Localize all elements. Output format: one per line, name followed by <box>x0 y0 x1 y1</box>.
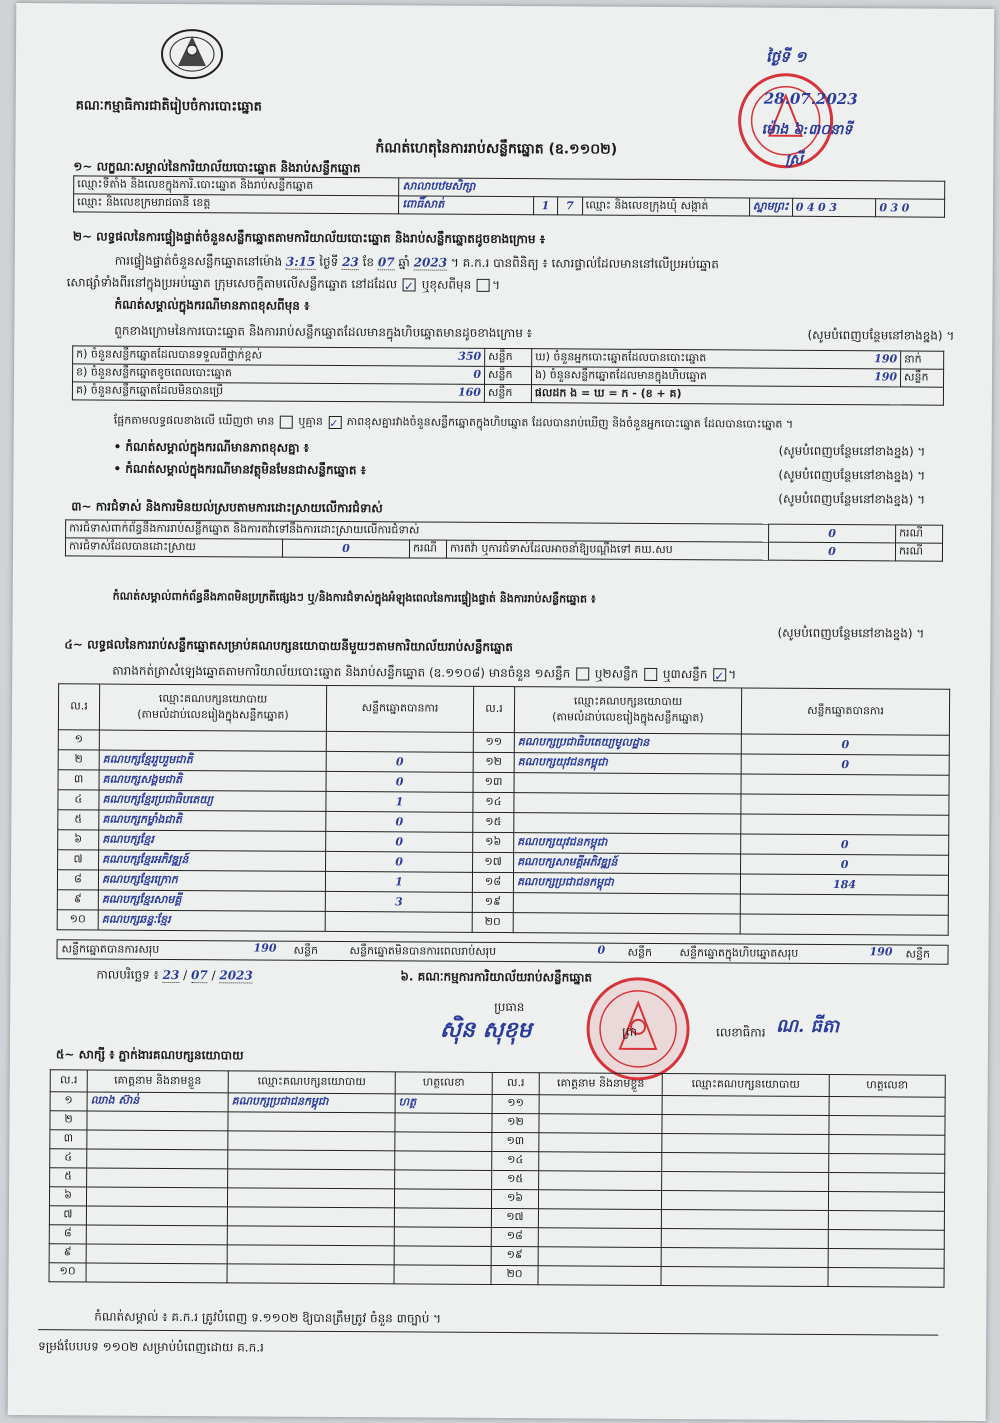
witness-party <box>227 1226 394 1246</box>
result-no: ១២ <box>473 752 514 772</box>
witness-sign <box>394 1265 491 1285</box>
col-votes-right: សន្លឹកឆ្នោតបានការ <box>741 688 949 735</box>
witness-col-party-right: ឈ្មោះគណបក្សនយោបាយ <box>662 1073 829 1096</box>
witness-no: ៥ <box>50 1168 87 1187</box>
witness-name <box>539 1152 662 1172</box>
col-no-right: ល.រ <box>473 686 514 732</box>
witness-no: ១៣ <box>492 1132 539 1151</box>
result-votes: 1 <box>326 791 473 812</box>
result-votes: 184 <box>740 874 948 895</box>
result-no: ១៥ <box>473 812 514 832</box>
appeal-label: ការតវ៉ា ឬការជំទាស់ដែលអាចនាំឱ្យបណ្តឹងទៅ គឃ.សប <box>446 540 768 560</box>
result-party <box>514 813 741 834</box>
result-votes <box>326 731 473 752</box>
result-party <box>514 773 741 794</box>
row-kh: ខ) ចំនួនសន្លឹកឆ្នោតខូចពេលបោះឆ្នោត 0 <box>73 364 485 385</box>
witness-sign <box>394 1189 491 1209</box>
result-votes <box>740 914 948 935</box>
witness-party <box>228 1131 395 1151</box>
result-party: គណបក្សខ្មែររួបរួមជាតិ <box>99 750 326 771</box>
location-value: សាលាបឋមសិក្សា <box>399 178 945 199</box>
footnote: កំណត់សម្គាល់ ៖ គ.ក.រ ត្រូវបំពេញ ទ.១១០២ ឱ្យបានត្រឹមត្រូវ ចំនួន ៣ច្បាប់ ។ <box>94 1309 442 1326</box>
witness-name <box>538 1266 661 1286</box>
result-votes: 1 <box>325 871 472 892</box>
witness-col-name-right: គោត្តនាម និងនាមខ្លួន <box>539 1073 662 1096</box>
witness-party <box>228 1150 395 1170</box>
total-valid: 190 <box>253 941 277 955</box>
witness-sign <box>395 1113 492 1133</box>
witness-sign <box>829 1116 945 1136</box>
total-box-unit: សន្លឹក <box>905 947 931 961</box>
result-votes: 0 <box>741 854 949 875</box>
witness-no: ៤ <box>50 1149 87 1168</box>
chair-signature: ស៊ិន សុខុម <box>439 1016 532 1044</box>
emblem-icon <box>156 22 228 82</box>
resolved-unit: ករណី <box>409 540 446 558</box>
footer-divider <box>38 1329 938 1335</box>
result-party: គណបក្សខ្មែរសាមគ្គី <box>98 890 325 911</box>
witness-party <box>661 1247 828 1267</box>
result-no: ៦ <box>58 830 99 850</box>
note-difference: • កំណត់សម្គាល់ក្នុងករណីមានភាពខុសគ្នា ៖ <box>113 439 309 455</box>
witness-name <box>87 1130 228 1150</box>
commune-code: 0 4 0 3 <box>792 198 876 217</box>
province-label: ឈ្មោះ និងលេខក្រមរាជធានី ខេត្ត <box>74 194 399 214</box>
total-valid-label: សន្លឹកឆ្នោតបានការសរុប <box>61 942 160 956</box>
witness-sign <box>829 1173 945 1193</box>
witness-no: ១៥ <box>492 1170 539 1189</box>
section5-heading: ៥~ សាក្សី ៖ ភ្នាក់ងារគណបក្សនយោបាយ <box>55 1047 244 1063</box>
witness-name <box>86 1244 227 1264</box>
result-no: ១៩ <box>472 892 513 912</box>
witness-party <box>662 1095 829 1115</box>
witness-no: ៧ <box>49 1206 86 1225</box>
witness-party <box>227 1188 394 1208</box>
summary-intro: ពួកខាងក្រោមនៃការបោះឆ្នោត និងការរាប់សន្លឹកឆ្នោតដែលមានក្នុងហិបឆ្នោតមានដូចខាងក្រោម ៖ (សូមបំពេញបន្ថែមនៅខាងខ្នង) ។ <box>114 323 955 343</box>
witness-name <box>539 1171 662 1191</box>
commune-value: ស្នាមព្រះ <box>749 198 792 216</box>
section1-table <box>73 175 945 217</box>
witness-no: ១៧ <box>491 1208 538 1227</box>
location-label: ឈ្មោះទីតាំង និងលេខក្នុងការិ.បោះឆ្នោត និងរាប់សន្លឹកឆ្នោត <box>74 176 399 196</box>
section2-heading: ២~ លទ្ធផលនៃការផ្ទៀងផ្ទាត់ចំនួនសន្លឹកឆ្នោតតាមការិយាល័យបោះឆ្នោត និងរាប់សន្លឹកឆ្នោតដូចខាងក្រោម ៖ <box>72 229 546 247</box>
witness-no: ៨ <box>49 1225 86 1244</box>
objection-total: 0 <box>769 524 896 543</box>
count-table <box>72 345 944 405</box>
unit-k: សន្លឹក <box>485 348 532 366</box>
province-value: ពោធិ៍សាត់ <box>399 196 534 215</box>
witness-sign <box>829 1154 945 1174</box>
witness-party <box>662 1114 829 1134</box>
result-no: ១៨ <box>472 872 513 892</box>
checkbox-empty-icon[interactable] <box>576 667 589 680</box>
witness-sign: ហត្ថ <box>395 1094 492 1114</box>
checkbox-checked-icon[interactable]: ✓ <box>328 415 341 428</box>
witness-name <box>539 1133 662 1153</box>
witness-sign <box>828 1230 944 1250</box>
seal-label: ត្រា <box>622 1024 638 1039</box>
sheet-count-line: តារាងកត់ត្រាសំឡេងឆ្នោតតាមការិយាល័យបោះឆ្នោត និងរាប់សន្លឹកឆ្នោត (ឧ.១១០៨) មានចំនួន ១សន្លឹក ឬ២សន្លឹក ឬ៣សន្លឹក ✓ ។ <box>112 663 737 684</box>
witness-name <box>87 1111 228 1131</box>
row-ng: ង) ចំនួនសន្លឹកឆ្នោតដែលមានក្នុងហិបឆ្នោត 190 <box>532 367 901 387</box>
witness-party <box>661 1228 828 1248</box>
row-gh: ឃ) ចំនួនអ្នកបោះឆ្នោតដែលបានបោះឆ្នោត 190 <box>532 349 901 369</box>
witness-party <box>228 1169 395 1189</box>
total-invalid-unit: សន្លឹក <box>627 945 653 959</box>
witness-no: ១៩ <box>491 1246 538 1265</box>
witness-party <box>661 1209 828 1229</box>
result-no: ៨ <box>57 870 98 890</box>
witness-no: ៦ <box>49 1187 86 1206</box>
unit-ng: សន្លឹក <box>900 369 943 387</box>
stamp-line1: ថ្ងៃទី ១ <box>765 47 807 66</box>
result-no: ៤ <box>58 790 99 810</box>
stamp-signature: ស្រី <box>785 151 803 168</box>
witness-col-sign-left: ហត្ថលេខា <box>395 1072 492 1095</box>
row-k: ក) ចំនួនសន្លឹកឆ្នោតដែលបានទទួលពីថ្នាក់ខ្ពស់ 350 <box>73 346 485 367</box>
form-title: កំណត់ហេតុនៃការរាប់សន្លឹកឆ្នោត (ឧ.១១០២) <box>375 140 618 158</box>
result-votes: 0 <box>326 831 473 852</box>
result-party <box>513 893 740 914</box>
resolved-label: ការជំទាស់ដែលបានដោះស្រាយ <box>65 538 282 557</box>
witness-no: ៩ <box>49 1244 86 1263</box>
result-party: គណបក្សយុវជនកម្ពុជា <box>514 833 741 854</box>
province-code-1: 1 <box>533 197 558 215</box>
result-no: ១៧ <box>473 852 514 872</box>
witness-sign <box>829 1097 945 1117</box>
result-votes: 0 <box>326 771 473 792</box>
result-no: ១៦ <box>473 832 514 852</box>
witness-no: ៣ <box>50 1130 87 1149</box>
witness-row <box>49 1263 944 1287</box>
total-box-label: សន្លឹកឆ្នោតក្នុងហិបឆ្នោតសរុប <box>679 946 799 960</box>
witness-sign <box>395 1132 492 1152</box>
witness-col-name-left: គោត្តនាម និងនាមខ្លួន <box>87 1070 228 1093</box>
totals-row <box>56 939 948 964</box>
result-no: ១១ <box>473 732 514 752</box>
witness-no: ១ <box>50 1092 87 1111</box>
witness-party <box>661 1266 828 1286</box>
result-no: ២០ <box>472 912 513 932</box>
form-sheet <box>8 3 995 1421</box>
result-votes <box>740 894 948 915</box>
witness-col-sign-right: ហត្ថលេខា <box>829 1075 945 1098</box>
witness-party <box>228 1112 395 1132</box>
seal-check-line: សោផ្សាំទាំងពីរនៅក្នុងប្រអប់ឆ្នោត ក្រុមសេចក្តីតាមលើសន្លឹកឆ្នោត នៅដដែល ✓ ឬខុសពីមុន ។ <box>66 275 501 294</box>
stamp-date: 28.07.2023 <box>763 89 858 109</box>
total-invalid-label: សន្លឹកឆ្នោតមិនបានការពេលរាប់សរុប <box>349 944 497 958</box>
unit-kh: សន្លឹក <box>485 366 532 384</box>
witness-col-no-left: ល.រ <box>50 1070 87 1092</box>
objection-row1: ការជំទាស់ពាក់ព័ន្ធនឹងការរាប់សន្លឹកឆ្នោត និងការតវ៉ាទៅនឹងការដោះស្រាយលើការជំទាស់ <box>66 520 769 542</box>
witness-name <box>538 1209 661 1229</box>
unit-g: សន្លឹក <box>484 384 531 402</box>
result-votes: 0 <box>326 751 473 772</box>
witness-party <box>227 1264 394 1284</box>
col-no-left: ល.រ <box>58 684 99 730</box>
committee6: ៦. គណៈកម្មការការិយាល័យរាប់សន្លឹកឆ្នោត <box>400 969 593 985</box>
compare-line: ផ្អែកតាមលទ្ធផលខាងលើ ឃើញថា មាន ឬគ្មាន ✓ ភាពខុសគ្នារវាងចំនួនសន្លឹកឆ្នោតក្នុងហិបឆ្នោត ដែលបានរាប់ឃើញ និងចំនួនអ្នកបោះឆ្នោត ដែលបានបោះឆ្នោត ។ <box>113 413 794 431</box>
date-line: កាលបរិច្ឆេទ ៖ 23 / 07 / 2023 <box>96 967 253 983</box>
witness-party <box>661 1190 828 1210</box>
unit-gh: នាក់ <box>901 351 944 369</box>
witness-name: ឈាង ស៊ាន់ <box>87 1092 228 1112</box>
formula: ផលដក ង = ឃ = ក - (ខ + គ) <box>531 385 943 406</box>
result-party: គណបក្សកម្លាំងជាតិ <box>99 810 326 831</box>
witness-no: ១០ <box>49 1263 86 1282</box>
secretary-signature: ណ. ធីតា <box>776 1015 840 1038</box>
result-no: ២ <box>58 750 99 770</box>
result-party: គណបក្សសង្គមជាតិ <box>99 770 326 791</box>
total-valid-unit: សន្លឹក <box>293 943 319 957</box>
objection-total-unit: ករណី <box>896 525 943 543</box>
total-invalid: 0 <box>597 943 606 957</box>
witness-no: ២ <box>50 1111 87 1130</box>
section1-heading: ១~ លក្ខណៈសម្គាល់នៃការិយាល័យបោះឆ្នោត និងរាប់សន្លឹកឆ្នោត <box>73 159 361 176</box>
result-no: ៧ <box>58 850 99 870</box>
result-votes: 0 <box>741 734 949 755</box>
checkbox-checked-icon[interactable]: ✓ <box>403 279 415 294</box>
fill-note-1: (សូមបំពេញបន្ថែមនៅខាងខ្នង) ។ <box>778 443 926 459</box>
result-party: គណបក្សសាមគ្គីអភិវឌ្ឍន៍ <box>514 853 741 874</box>
checkbox-empty-icon[interactable] <box>477 279 490 292</box>
result-votes <box>741 814 949 835</box>
fill-note-2: (សូមបំពេញបន្ថែមនៅខាងខ្នង) ។ <box>778 467 926 483</box>
witness-name <box>538 1247 661 1267</box>
checkbox-empty-icon[interactable] <box>644 668 657 681</box>
result-party <box>513 913 740 934</box>
witness-name <box>538 1190 661 1210</box>
witness-name <box>539 1114 662 1134</box>
witness-name <box>87 1168 228 1188</box>
objection-table <box>65 519 943 561</box>
result-party <box>514 793 741 814</box>
resolved-value: 0 <box>282 539 409 558</box>
col-party-right: ឈ្មោះគណបក្សនយោបាយ (តាមលំដាប់លេខរៀងក្នុងសន្លឹកឆ្នោត) <box>514 687 741 734</box>
result-party: គណបក្សឆន្ទៈខ្មែរ <box>98 910 325 931</box>
result-no: ៣ <box>58 770 99 790</box>
witness-name <box>539 1095 662 1115</box>
office-code: 0 3 0 <box>876 199 945 217</box>
result-row <box>57 910 948 935</box>
col-votes-left: សន្លឹកឆ្នោតបានការ <box>326 685 473 732</box>
witness-sign <box>828 1268 944 1288</box>
fill-note-3: (សូមបំពេញបន្ថែមនៅខាងខ្នង) ។ <box>778 491 926 507</box>
result-votes <box>325 911 472 932</box>
section4-heading: ៤~ លទ្ធផលនៃការរាប់សន្លឹកឆ្នោតសម្រាប់គណបក្សនយោបាយនីមួយៗតាមការិយាល័យរាប់សន្លឹកឆ្នោត <box>64 637 513 655</box>
appeal-unit: ករណី <box>895 543 942 561</box>
witness-name <box>538 1228 661 1248</box>
witness-party <box>662 1152 829 1172</box>
result-votes: 0 <box>741 754 949 775</box>
witness-party: គណបក្សប្រជាជនកម្ពុជា <box>228 1093 395 1113</box>
appeal-value: 0 <box>768 542 895 561</box>
committee-name: គណៈកម្មាធិការជាតិរៀបចំការបោះឆ្នោត <box>75 98 262 115</box>
witness-no: ១១ <box>492 1094 539 1113</box>
witness-sign <box>394 1208 491 1228</box>
result-votes <box>741 794 949 815</box>
section3-heading: ៣~ ការជំទាស់ និងការមិនយល់ស្របតាមការដោះស្រាយលើការជំទាស់ <box>71 499 383 516</box>
result-party: គណបក្សខ្មែរក្រោក <box>98 870 325 891</box>
witness-col-no-right: ល.រ <box>492 1072 539 1094</box>
seal-icon <box>580 974 701 1085</box>
col-party-left: ឈ្មោះគណបក្សនយោបាយ (តាមលំដាប់លេខរៀងក្នុងសន្លឹកឆ្នោត) <box>99 684 326 731</box>
result-no: ១៣ <box>473 772 514 792</box>
fill-note-4: (សូមបំពេញបន្ថែមនៅខាងខ្នង) ។ <box>777 625 925 641</box>
witness-sign <box>829 1135 945 1155</box>
result-party: គណបក្សខ្មែរ <box>99 830 326 851</box>
witness-party <box>227 1207 394 1227</box>
witness-party <box>662 1171 829 1191</box>
witness-name <box>86 1187 227 1207</box>
witness-no: ២០ <box>491 1265 538 1284</box>
witness-sign <box>395 1151 492 1171</box>
result-party: គណបក្សប្រជាជនកម្ពុជា <box>513 873 740 894</box>
result-no: ៩ <box>57 890 98 910</box>
witness-sign <box>394 1227 491 1247</box>
witness-name <box>86 1206 227 1226</box>
result-party: គណបក្សយុវជនកម្ពុជា <box>514 753 741 774</box>
results-table <box>57 683 950 935</box>
result-no: ៥ <box>58 810 99 830</box>
witness-name <box>86 1263 227 1283</box>
result-no: ១ <box>58 730 99 750</box>
objection-note: កំណត់សម្គាល់ពាក់ព័ន្ធនឹងភាពមិនប្រក្រតីផ្សេងៗ ឬ/និងការជំទាស់ក្នុងអំឡុងពេលនៃការផ្ទៀងផ្ទាត់ និងការរាប់សន្លឹកឆ្នោត ៖ <box>112 589 596 606</box>
witness-no: ១៤ <box>492 1151 539 1170</box>
result-party: គណបក្សខ្មែរប្រជាធិបតេយ្យ <box>99 790 326 811</box>
checkbox-checked-icon[interactable]: ✓ <box>714 669 725 684</box>
commune-label: ឈ្មោះ និងលេខក្រុងឃុំ សង្កាត់ <box>582 197 749 216</box>
witness-no: ១២ <box>492 1113 539 1132</box>
witness-sign <box>828 1192 944 1212</box>
note-objects: • កំណត់សម្គាល់ក្នុងករណីមានវត្ថុមិនមែនជាសន្លឹកឆ្នោត ៖ <box>113 461 366 478</box>
result-no: ១៤ <box>473 792 514 812</box>
witness-sign <box>394 1246 491 1266</box>
form-code: ទម្រង់បែបបទ ១១០២ សម្រាប់បំពេញដោយ គ.ក.រ <box>38 1339 264 1355</box>
witness-sign <box>395 1170 492 1190</box>
verify-line: ការផ្ទៀងផ្ទាត់ចំនួនសន្លឹកឆ្នោតនៅម៉ោង 3:15 ថ្ងៃទី 23 ខែ 07 ឆ្នាំ 2023 ។ គ.ក.រ បានពិនិត្យ ៖ សោរផ្ទាល់ដែលមាននៅលើប្រអប់ឆ្នោត <box>114 253 719 272</box>
stamp-time: ម៉ោង ៦:៣០នាទី <box>761 121 853 139</box>
witness-party <box>227 1245 394 1265</box>
province-code-2: 7 <box>558 197 583 215</box>
witness-col-party-left: ឈ្មោះគណបក្សនយោបាយ <box>228 1071 395 1094</box>
secretary-label: លេខាធិការ <box>716 1025 766 1040</box>
witness-name <box>87 1149 228 1169</box>
result-party: គណបក្សប្រជាធិបតេយ្យមូលដ្ឋាន <box>514 733 741 754</box>
seal-note: កំណត់សម្គាល់ក្នុងករណីមានភាពខុសពីមុន ៖ <box>114 297 310 313</box>
result-votes: 0 <box>741 834 949 855</box>
result-votes <box>741 774 949 795</box>
result-votes: 3 <box>325 891 472 912</box>
witness-sign <box>828 1249 944 1269</box>
witness-sign <box>828 1211 944 1231</box>
witness-table <box>49 1069 946 1287</box>
result-votes: 0 <box>326 851 473 872</box>
witness-no: ១៨ <box>491 1227 538 1246</box>
result-party <box>99 730 326 751</box>
result-party: គណបក្សខ្មែរអភិវឌ្ឍន៍ <box>99 850 326 871</box>
row-g: គ) ចំនួនសន្លឹកឆ្នោតដែលមិនបានប្រើ 160 <box>72 382 484 403</box>
checkbox-empty-icon[interactable] <box>280 415 293 428</box>
total-box: 190 <box>869 945 893 959</box>
chair-label: ប្រធាន <box>494 999 525 1015</box>
witness-no: ១៦ <box>491 1189 538 1208</box>
witness-party <box>662 1133 829 1153</box>
witness-name <box>86 1225 227 1245</box>
result-votes: 0 <box>326 811 473 832</box>
result-no: ១០ <box>57 910 98 930</box>
